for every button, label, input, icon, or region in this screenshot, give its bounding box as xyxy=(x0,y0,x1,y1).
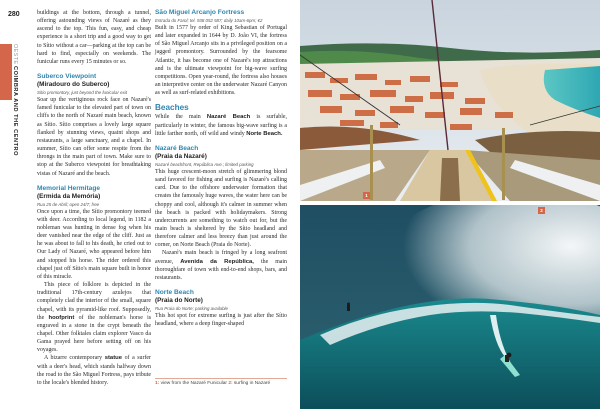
section-title: Nazaré Beach xyxy=(155,144,199,152)
text: A bizarre contemporary xyxy=(44,355,105,362)
section-beaches xyxy=(155,103,287,137)
section-body xyxy=(155,113,287,137)
section-suberco-viewpoint xyxy=(37,73,151,178)
section-memorial-hermitage xyxy=(37,185,151,387)
keyword-norte-beach: Norte Beach. xyxy=(246,130,283,137)
page-number: 280 xyxy=(8,11,20,18)
text: Nazaré's main beach is fringed by a long seafront avenue, xyxy=(155,250,287,265)
text: of the nobleman's horse is engraved in a stone in the crypt beneath the chapel. Other folktales claim explorer Vasco da Gama prayed here before setting off on his voyages. xyxy=(37,314,151,354)
text: While the main xyxy=(155,114,207,121)
section-body: This hot spot for extreme surfing is just after the Sítio headland, where a deep finger-shaped xyxy=(155,313,287,328)
section-subtitle: (Ermida da Memória) xyxy=(37,192,101,200)
section-subtitle: (Praia do Norte) xyxy=(155,297,203,305)
section-meta: Rua 25 de Abril; open 24/7; free xyxy=(37,201,100,207)
keyword-hoofprint: hoofprint xyxy=(48,314,75,321)
keyword-statue: statue xyxy=(104,355,123,362)
middle-column xyxy=(155,9,287,328)
section-title: Suberco Viewpoint xyxy=(37,73,97,81)
photo-funicular-view xyxy=(300,0,600,201)
intro-paragraph: buildings at the bottom, through a tunnel, offering astounding views of Nazaré as they ascend to the top. This fun, easy, and cheap experience is a short trip and a good way to get to Sítio without a car—parking at the top can be hard to find, especially on weekends. The funicular runs every 15 minutes or so. xyxy=(37,10,151,65)
text: the main thoroughfare of town with end-to-end shops, bars, and restaurants. xyxy=(155,258,287,281)
caption-number-2: 2: xyxy=(228,381,233,386)
photo-badge-1: 1 xyxy=(363,192,370,199)
section-body: Soar up the vertiginous rock face on Nazaré's famed funicular to the elevated part of town on cliffs to the north of Nazaré main beach, known as Sítio. Sítio comprises a lovely large square flanked by stunning views, quaint shops and restaurants, a large sanctuary, and a chapel. In summer, Sítio can offer some respite from the throngs in the main part of town. Make sure to stop at the Suberco viewpoint for breathtaking vistas of Nazaré and the beach. xyxy=(37,97,151,177)
section-title: Memorial Hermitage xyxy=(37,184,101,192)
section-body: Once upon a time, the Sítio promontory teemed with deer. According to local legend, in 1182 a nobleman was hunting in dense fog when his deer vanished near the edge of the cliff. Just as he was about to fall to his death, he cried out to Our Lady of Nazaré, who appeared before him and stopped his horse. The rider ordered this chapel just off Sítio's main square built in honor of this miracle. xyxy=(37,208,151,280)
section-nazare-beach xyxy=(155,145,287,282)
text: of a surfer with a deer's head, which stands halfway down the road to the São Miguel Fortress, pays tribute to the locale's blended history. xyxy=(37,355,151,386)
region-label: OESTE xyxy=(12,44,18,65)
caption-text-1: view from the Nazaré Funicular xyxy=(159,381,229,386)
section-heading: Beaches xyxy=(155,103,189,113)
section-body xyxy=(155,249,287,282)
section-meta: Sítio promontory, just beyond the funicular exit xyxy=(37,90,127,96)
keyword-avenida-da-republica: Avenida da República, xyxy=(180,258,254,265)
caption-rule xyxy=(155,378,287,379)
photo-caption xyxy=(155,381,275,387)
keyword-nazare-beach: Nazaré Beach xyxy=(206,114,251,121)
section-title: Norte Beach xyxy=(155,289,194,297)
section-body: This huge crescent-moon stretch of glimmering blond sand favored for fishing and surfing is Nazaré's calling card. Due to the offshore underwater formation that creates the famously huge waves, the water here can be choppy and cool, although it's calmer in summer when the beach is packed with holidaymakers. Strong undercurrents are something to watch out for, but the main beach is sheltered by the Sítio headland and therefore calmer and less breezy than just around the corner, on Norte Beach (Praia do Norte). xyxy=(155,168,287,249)
text: is surfable, particularly in winter, the famous big-wave surfing is a little farther north, off wild and windy xyxy=(155,114,287,137)
caption-number-1: 1: xyxy=(155,381,160,386)
photo-surfing xyxy=(300,205,600,409)
left-column xyxy=(37,9,151,387)
section-body: Built in 1577 by order of King Sebastian of Portugal and later expanded in 1644 by D. João VI, the fortress of São Miguel Arcanjo sits in a privileged position on a jagged promontory. Surrounded by the fearsome Atlantic, it has become one of Nazaré's top attractions and is the ultimate viewpoint for big-wave surfing competitions. Open year-round, the fortress also houses an interpretive center on the underwater Nazaré Canyon as well as surf-related exhibitions. xyxy=(155,25,287,97)
funicular-view-image xyxy=(300,0,600,201)
section-meta: Rua Praia do Norte; parking available xyxy=(155,306,228,312)
surfing-image xyxy=(300,205,600,409)
section-meta: Estrada do Farol; tel. 938 052 587; daily 10am-6pm; €2 xyxy=(155,18,263,23)
chapter-tab xyxy=(0,44,12,100)
section-sao-miguel-fortress xyxy=(155,9,287,97)
section-body xyxy=(37,354,151,387)
section-title: São Miguel Arcanjo Fortress xyxy=(155,9,245,16)
chapter-label: COIMBRA AND THE CENTRO xyxy=(12,66,18,157)
section-body xyxy=(37,281,151,354)
section-norte-beach xyxy=(155,289,287,328)
photo-badge-2: 2 xyxy=(538,207,545,214)
caption-text-2: surfing in Nazaré xyxy=(232,381,271,386)
section-meta: Nazaré beachfront, República Ave.; limited parking xyxy=(155,161,254,167)
side-running-head xyxy=(12,44,18,156)
section-subtitle: (Miradouro do Suberco) xyxy=(37,81,110,89)
section-subtitle: (Praia da Nazaré) xyxy=(155,152,207,160)
text: This piece of folklore is depicted in the traditional 17th-century azulejos that completely clad the interior of the small, square chapel, with its pyramid-like roof. Supposedly, the xyxy=(37,282,151,321)
